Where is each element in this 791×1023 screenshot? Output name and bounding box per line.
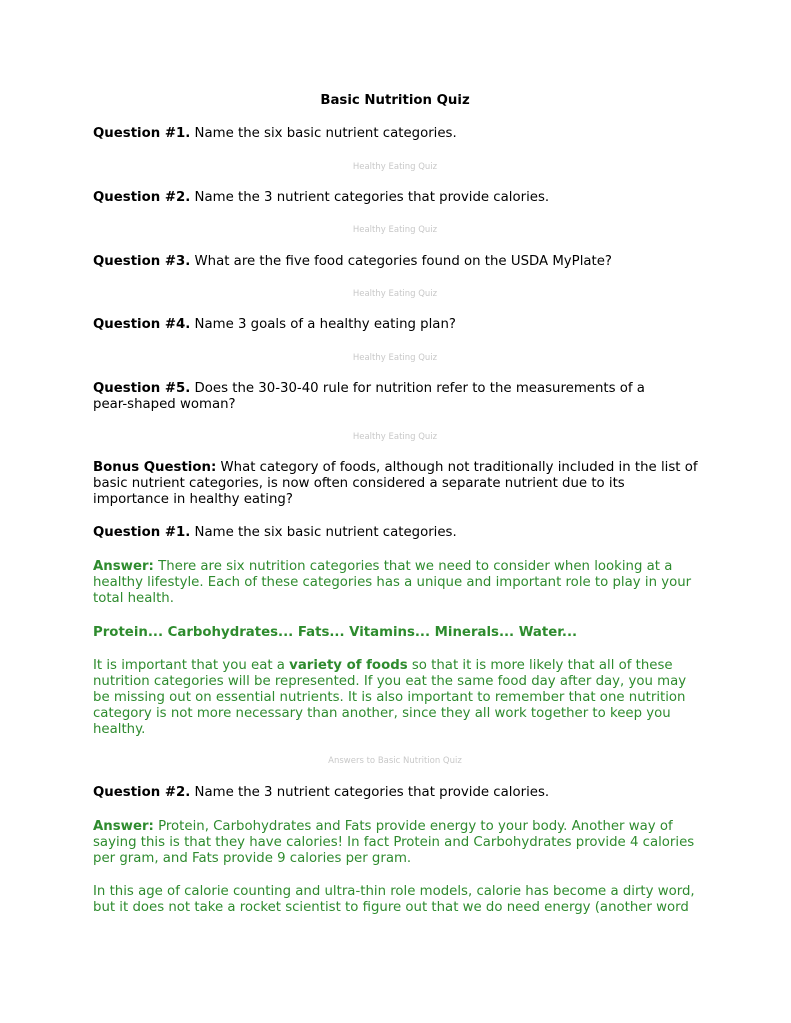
answer-2: [93, 819, 699, 867]
question-1-text: Name the six basic nutrient categories.: [190, 126, 457, 141]
answer-1-question-text: Name the six basic nutrient categories.: [190, 525, 457, 540]
question-5: [93, 381, 683, 413]
quiz-caption-5: Healthy Eating Quiz: [352, 432, 438, 442]
answer-1-detail-post: so that it is more likely that all of these nutrition categories will be represented. If you eat the same food day after day, you may be missing out on essential nutrients. It is also important to remember that one nutrition category is not more necessary than another, since they all work together to keep you healthy.: [93, 658, 687, 737]
question-5-label: Question #5.: [93, 381, 191, 396]
quiz-caption-3: Healthy Eating Quiz: [352, 289, 438, 299]
answer-2-question-text: Name the 3 nutrient categories that provide calories.: [190, 785, 550, 800]
quiz-caption-4: Healthy Eating Quiz: [352, 353, 438, 363]
page-title: Basic Nutrition Quiz: [320, 93, 470, 108]
answer-1-question: [93, 525, 703, 541]
nutrient-list: Protein... Carbohydrates... Fats... Vitamins... Minerals... Water...: [93, 625, 578, 640]
answer-1-detail-bold: variety of foods: [289, 658, 408, 673]
question-3-text: What are the five food categories found on the USDA MyPlate?: [190, 254, 612, 269]
question-4: [93, 317, 703, 333]
question-5-text: Does the 30-30-40 rule for nutrition refer to the measurements of a pear-shaped woman?: [93, 381, 645, 412]
answer-1-detail-pre: It is important that you eat a: [93, 658, 290, 673]
answer-1-list: [93, 625, 703, 641]
question-1: [93, 126, 703, 142]
answers-caption: Answers to Basic Nutrition Quiz: [328, 756, 462, 766]
question-2-text: Name the 3 nutrient categories that provide calories.: [190, 190, 550, 205]
question-4-label: Question #4.: [93, 317, 191, 332]
quiz-caption-1: Healthy Eating Quiz: [352, 162, 438, 172]
answer-2-label: Answer:: [93, 819, 154, 834]
question-3-label: Question #3.: [93, 254, 191, 269]
answer-2-question-label: Question #2.: [93, 785, 191, 800]
answer-1: [93, 559, 693, 607]
question-2-label: Question #2.: [93, 190, 191, 205]
bonus-question: [93, 460, 698, 508]
answer-2-text: Protein, Carbohydrates and Fats provide energy to your body. Another way of saying this is that they have calories! In fact Protein and Carbohydrates provide 4 calories per gram, and Fats provide 9 calories per gram.: [93, 819, 695, 866]
bonus-question-text: What category of foods, although not traditionally included in the list of basic nutrient categories, is now often considered a separate nutrient due to its importance in healthy eating?: [93, 460, 698, 507]
answer-1-question-label: Question #1.: [93, 525, 191, 540]
quiz-caption-2: Healthy Eating Quiz: [352, 225, 438, 235]
answer-2-detail: In this age of calorie counting and ultra-thin role models, calorie has become a dirty word, but it does not take a rocket scientist to figure out that we do need energy (another word: [93, 884, 695, 915]
question-3: [93, 254, 703, 270]
answer-1-text: There are six nutrition categories that we need to consider when looking at a healthy lifestyle. Each of these categories has a unique and important role to play in your total health.: [93, 559, 692, 606]
answer-2-question: [93, 785, 703, 801]
answer-1-label: Answer:: [93, 559, 154, 574]
answer-1-detail: [93, 658, 699, 738]
question-4-text: Name 3 goals of a healthy eating plan?: [190, 317, 456, 332]
bonus-question-label: Bonus Question:: [93, 460, 217, 475]
question-2: [93, 190, 703, 206]
question-1-label: Question #1.: [93, 126, 191, 141]
